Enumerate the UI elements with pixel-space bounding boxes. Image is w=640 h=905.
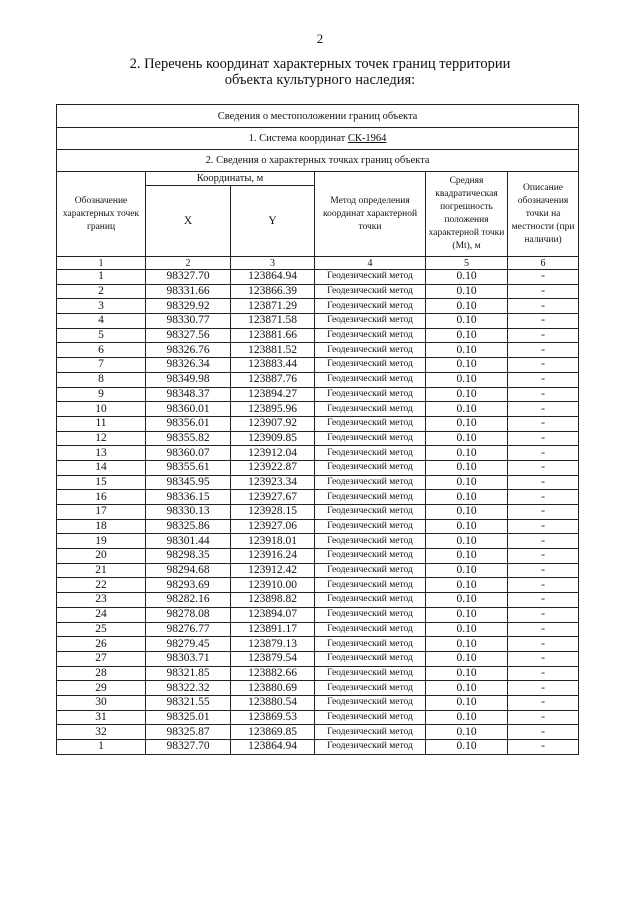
point-number-cell: 25: [57, 622, 146, 637]
method-cell: Геодезический метод: [315, 622, 426, 637]
page-number: 2: [316, 31, 324, 46]
coordinate-system-prefix: 1. Система координат: [248, 133, 348, 144]
column-number: 2: [146, 257, 231, 270]
description-cell: -: [508, 666, 579, 681]
x-coordinate-cell: 98327.70: [146, 270, 231, 285]
y-coordinate-cell: 123866.39: [231, 284, 315, 299]
x-coordinate-cell: 98294.68: [146, 563, 231, 578]
point-number-cell: 5: [57, 328, 146, 343]
description-cell: -: [508, 622, 579, 637]
x-coordinate-cell: 98345.95: [146, 475, 231, 490]
method-cell: Геодезический метод: [315, 681, 426, 696]
table-row: [57, 431, 579, 446]
y-coordinate-cell: 123907.92: [231, 416, 315, 431]
x-coordinate-cell: 98355.61: [146, 460, 231, 475]
table-row: [57, 475, 579, 490]
point-number-cell: 3: [57, 299, 146, 314]
method-cell: Геодезический метод: [315, 725, 426, 740]
description-cell: -: [508, 387, 579, 402]
point-number-cell: 14: [57, 460, 146, 475]
y-coordinate-cell: 123923.34: [231, 475, 315, 490]
table-row: [57, 270, 579, 285]
x-coordinate-cell: 98336.15: [146, 490, 231, 505]
y-coordinate-cell: 123887.76: [231, 372, 315, 387]
table-row: [57, 416, 579, 431]
method-cell: Геодезический метод: [315, 519, 426, 534]
method-cell: Геодезический метод: [315, 695, 426, 710]
method-cell: Геодезический метод: [315, 563, 426, 578]
x-coordinate-cell: 98301.44: [146, 534, 231, 549]
point-number-cell: 24: [57, 607, 146, 622]
method-cell: Геодезический метод: [315, 387, 426, 402]
method-cell: Геодезический метод: [315, 475, 426, 490]
description-cell: -: [508, 475, 579, 490]
y-coordinate-cell: 123910.00: [231, 578, 315, 593]
description-cell: -: [508, 314, 579, 329]
x-coordinate-cell: 98327.70: [146, 740, 231, 755]
title-line-1: 2. Перечень координат характерных точек границ территории: [129, 56, 511, 72]
point-number-cell: 12: [57, 431, 146, 446]
header-method: Метод определения координат характерной точки: [315, 172, 426, 257]
column-number: 1: [57, 257, 146, 270]
point-number-cell: 17: [57, 505, 146, 520]
coordinate-system-value: СК-1964: [347, 133, 387, 144]
method-cell: Геодезический метод: [315, 666, 426, 681]
method-cell: Геодезический метод: [315, 372, 426, 387]
y-coordinate-cell: 123922.87: [231, 460, 315, 475]
rms-error-cell: 0.10: [426, 284, 508, 299]
rms-error-cell: 0.10: [426, 328, 508, 343]
description-cell: -: [508, 284, 579, 299]
method-cell: Геодезический метод: [315, 490, 426, 505]
description-cell: -: [508, 681, 579, 696]
table-row: [57, 446, 579, 461]
point-number-cell: 23: [57, 593, 146, 608]
table-row: [57, 725, 579, 740]
table-row: [57, 534, 579, 549]
column-number: 5: [426, 257, 508, 270]
rms-error-cell: 0.10: [426, 563, 508, 578]
y-coordinate-cell: 123928.15: [231, 505, 315, 520]
description-cell: -: [508, 490, 579, 505]
point-number-cell: 29: [57, 681, 146, 696]
description-cell: -: [508, 740, 579, 755]
y-coordinate-cell: 123880.69: [231, 681, 315, 696]
x-coordinate-cell: 98276.77: [146, 622, 231, 637]
rms-error-cell: 0.10: [426, 372, 508, 387]
x-coordinate-cell: 98360.01: [146, 402, 231, 417]
y-coordinate-cell: 123871.58: [231, 314, 315, 329]
rms-error-cell: 0.10: [426, 431, 508, 446]
rms-error-cell: 0.10: [426, 681, 508, 696]
y-coordinate-cell: 123871.29: [231, 299, 315, 314]
method-cell: Геодезический метод: [315, 416, 426, 431]
description-cell: -: [508, 299, 579, 314]
point-number-cell: 19: [57, 534, 146, 549]
point-number-cell: 16: [57, 490, 146, 505]
table-row: [57, 563, 579, 578]
point-number-cell: 11: [57, 416, 146, 431]
y-coordinate-cell: 123891.17: [231, 622, 315, 637]
method-cell: Геодезический метод: [315, 270, 426, 285]
table-row: [57, 372, 579, 387]
description-cell: -: [508, 431, 579, 446]
description-cell: -: [508, 416, 579, 431]
x-coordinate-cell: 98330.13: [146, 505, 231, 520]
point-number-cell: 32: [57, 725, 146, 740]
x-coordinate-cell: 98325.86: [146, 519, 231, 534]
section-header: Сведения о местоположении границ объекта: [57, 105, 579, 128]
y-coordinate-cell: 123927.06: [231, 519, 315, 534]
method-cell: Геодезический метод: [315, 328, 426, 343]
x-coordinate-cell: 98279.45: [146, 637, 231, 652]
table-row: [57, 358, 579, 373]
column-number: 3: [231, 257, 315, 270]
description-cell: -: [508, 505, 579, 520]
y-coordinate-cell: 123882.66: [231, 666, 315, 681]
table-row: [57, 607, 579, 622]
method-cell: Геодезический метод: [315, 710, 426, 725]
header-rms-error: Средняя квадратическая погрешность положения характерной точки (Mt), м: [426, 172, 508, 257]
header-coordinates: Координаты, м: [146, 172, 315, 186]
point-number-cell: 26: [57, 637, 146, 652]
description-cell: -: [508, 593, 579, 608]
point-number-cell: 9: [57, 387, 146, 402]
rms-error-cell: 0.10: [426, 299, 508, 314]
description-cell: -: [508, 695, 579, 710]
rms-error-cell: 0.10: [426, 402, 508, 417]
method-cell: Геодезический метод: [315, 358, 426, 373]
x-coordinate-cell: 98355.82: [146, 431, 231, 446]
x-coordinate-cell: 98348.37: [146, 387, 231, 402]
method-cell: Геодезический метод: [315, 593, 426, 608]
point-number-cell: 4: [57, 314, 146, 329]
method-cell: Геодезический метод: [315, 431, 426, 446]
title-line-2: объекта культурного наследия:: [224, 72, 416, 88]
table-body: [57, 270, 579, 755]
rms-error-cell: 0.10: [426, 358, 508, 373]
rms-error-cell: 0.10: [426, 695, 508, 710]
method-cell: Геодезический метод: [315, 343, 426, 358]
rms-error-cell: 0.10: [426, 505, 508, 520]
y-coordinate-cell: 123894.07: [231, 607, 315, 622]
rms-error-cell: 0.10: [426, 578, 508, 593]
table-row: [57, 490, 579, 505]
rms-error-cell: 0.10: [426, 740, 508, 755]
point-number-cell: 30: [57, 695, 146, 710]
method-cell: Геодезический метод: [315, 637, 426, 652]
point-number-cell: 28: [57, 666, 146, 681]
x-coordinate-cell: 98298.35: [146, 549, 231, 564]
description-cell: -: [508, 446, 579, 461]
y-coordinate-cell: 123864.94: [231, 740, 315, 755]
y-coordinate-cell: 123879.54: [231, 651, 315, 666]
column-number: 6: [508, 257, 579, 270]
header-y: Y: [231, 186, 315, 257]
y-coordinate-cell: 123879.13: [231, 637, 315, 652]
method-cell: Геодезический метод: [315, 299, 426, 314]
table-row: [57, 622, 579, 637]
x-coordinate-cell: 98331.66: [146, 284, 231, 299]
table-row: [57, 299, 579, 314]
description-cell: -: [508, 710, 579, 725]
rms-error-cell: 0.10: [426, 666, 508, 681]
rms-error-cell: 0.10: [426, 519, 508, 534]
rms-error-cell: 0.10: [426, 343, 508, 358]
x-coordinate-cell: 98360.07: [146, 446, 231, 461]
table-row: [57, 695, 579, 710]
rms-error-cell: 0.10: [426, 607, 508, 622]
description-cell: -: [508, 270, 579, 285]
document-title: [60, 56, 580, 88]
y-coordinate-cell: 123880.54: [231, 695, 315, 710]
x-coordinate-cell: 98326.34: [146, 358, 231, 373]
y-coordinate-cell: 123883.44: [231, 358, 315, 373]
y-coordinate-cell: 123894.27: [231, 387, 315, 402]
rms-error-cell: 0.10: [426, 593, 508, 608]
y-coordinate-cell: 123909.85: [231, 431, 315, 446]
x-coordinate-cell: 98349.98: [146, 372, 231, 387]
point-number-cell: 22: [57, 578, 146, 593]
method-cell: Геодезический метод: [315, 534, 426, 549]
rms-error-cell: 0.10: [426, 270, 508, 285]
x-coordinate-cell: 98278.08: [146, 607, 231, 622]
table-row: [57, 505, 579, 520]
table-row: [57, 637, 579, 652]
y-coordinate-cell: 123881.52: [231, 343, 315, 358]
point-number-cell: 27: [57, 651, 146, 666]
method-cell: Геодезический метод: [315, 460, 426, 475]
table-row: [57, 740, 579, 755]
rms-error-cell: 0.10: [426, 460, 508, 475]
table-row: [57, 328, 579, 343]
rms-error-cell: 0.10: [426, 534, 508, 549]
point-number-cell: 7: [57, 358, 146, 373]
description-cell: -: [508, 460, 579, 475]
description-cell: -: [508, 328, 579, 343]
description-cell: -: [508, 563, 579, 578]
table-row: [57, 314, 579, 329]
rms-error-cell: 0.10: [426, 710, 508, 725]
rms-error-cell: 0.10: [426, 416, 508, 431]
rms-error-cell: 0.10: [426, 387, 508, 402]
x-coordinate-cell: 98321.85: [146, 666, 231, 681]
method-cell: Геодезический метод: [315, 651, 426, 666]
method-cell: Геодезический метод: [315, 314, 426, 329]
y-coordinate-cell: 123898.82: [231, 593, 315, 608]
table-row: [57, 387, 579, 402]
x-coordinate-cell: 98282.16: [146, 593, 231, 608]
x-coordinate-cell: 98356.01: [146, 416, 231, 431]
table-row: [57, 710, 579, 725]
point-number-cell: 1: [57, 740, 146, 755]
method-cell: Геодезический метод: [315, 607, 426, 622]
points-info-row: 2. Сведения о характерных точках границ объекта: [57, 150, 579, 172]
point-number-cell: 13: [57, 446, 146, 461]
x-coordinate-cell: 98329.92: [146, 299, 231, 314]
table-row: [57, 651, 579, 666]
y-coordinate-cell: 123916.24: [231, 549, 315, 564]
point-number-cell: 6: [57, 343, 146, 358]
table-row: [57, 343, 579, 358]
description-cell: -: [508, 519, 579, 534]
point-number-cell: 8: [57, 372, 146, 387]
description-cell: -: [508, 637, 579, 652]
point-number-cell: 2: [57, 284, 146, 299]
description-cell: -: [508, 549, 579, 564]
description-cell: -: [508, 534, 579, 549]
x-coordinate-cell: 98322.32: [146, 681, 231, 696]
header-description: Описание обозначения точки на местности (при наличии): [508, 172, 579, 257]
y-coordinate-cell: 123918.01: [231, 534, 315, 549]
table-row: [57, 519, 579, 534]
point-number-cell: 21: [57, 563, 146, 578]
y-coordinate-cell: 123912.04: [231, 446, 315, 461]
x-coordinate-cell: 98326.76: [146, 343, 231, 358]
point-number-cell: 10: [57, 402, 146, 417]
table-row: [57, 593, 579, 608]
y-coordinate-cell: 123895.96: [231, 402, 315, 417]
rms-error-cell: 0.10: [426, 651, 508, 666]
point-number-cell: 18: [57, 519, 146, 534]
description-cell: -: [508, 372, 579, 387]
method-cell: Геодезический метод: [315, 740, 426, 755]
description-cell: -: [508, 343, 579, 358]
description-cell: -: [508, 607, 579, 622]
point-number-cell: 31: [57, 710, 146, 725]
x-coordinate-cell: 98330.77: [146, 314, 231, 329]
rms-error-cell: 0.10: [426, 446, 508, 461]
method-cell: Геодезический метод: [315, 284, 426, 299]
description-cell: -: [508, 578, 579, 593]
table-row: [57, 549, 579, 564]
description-cell: -: [508, 725, 579, 740]
method-cell: Геодезический метод: [315, 505, 426, 520]
x-coordinate-cell: 98293.69: [146, 578, 231, 593]
table-row: [57, 666, 579, 681]
y-coordinate-cell: 123912.42: [231, 563, 315, 578]
rms-error-cell: 0.10: [426, 475, 508, 490]
method-cell: Геодезический метод: [315, 549, 426, 564]
rms-error-cell: 0.10: [426, 725, 508, 740]
method-cell: Геодезический метод: [315, 578, 426, 593]
x-coordinate-cell: 98321.55: [146, 695, 231, 710]
coordinate-system-row: [57, 128, 579, 150]
method-cell: Геодезический метод: [315, 402, 426, 417]
coordinates-table: [56, 104, 579, 755]
method-cell: Геодезический метод: [315, 446, 426, 461]
rms-error-cell: 0.10: [426, 314, 508, 329]
point-number-cell: 1: [57, 270, 146, 285]
table-row: [57, 681, 579, 696]
point-number-cell: 20: [57, 549, 146, 564]
column-number: 4: [315, 257, 426, 270]
y-coordinate-cell: 123869.53: [231, 710, 315, 725]
header-point-designation: Обозначение характерных точек границ: [57, 172, 146, 257]
rms-error-cell: 0.10: [426, 549, 508, 564]
y-coordinate-cell: 123881.66: [231, 328, 315, 343]
rms-error-cell: 0.10: [426, 490, 508, 505]
description-cell: -: [508, 358, 579, 373]
y-coordinate-cell: 123869.85: [231, 725, 315, 740]
description-cell: -: [508, 402, 579, 417]
point-number-cell: 15: [57, 475, 146, 490]
table-row: [57, 578, 579, 593]
table-row: [57, 402, 579, 417]
rms-error-cell: 0.10: [426, 637, 508, 652]
x-coordinate-cell: 98325.01: [146, 710, 231, 725]
y-coordinate-cell: 123927.67: [231, 490, 315, 505]
rms-error-cell: 0.10: [426, 622, 508, 637]
table-row: [57, 460, 579, 475]
x-coordinate-cell: 98303.71: [146, 651, 231, 666]
x-coordinate-cell: 98327.56: [146, 328, 231, 343]
table-row: [57, 284, 579, 299]
description-cell: -: [508, 651, 579, 666]
y-coordinate-cell: 123864.94: [231, 270, 315, 285]
x-coordinate-cell: 98325.87: [146, 725, 231, 740]
header-x: X: [146, 186, 231, 257]
